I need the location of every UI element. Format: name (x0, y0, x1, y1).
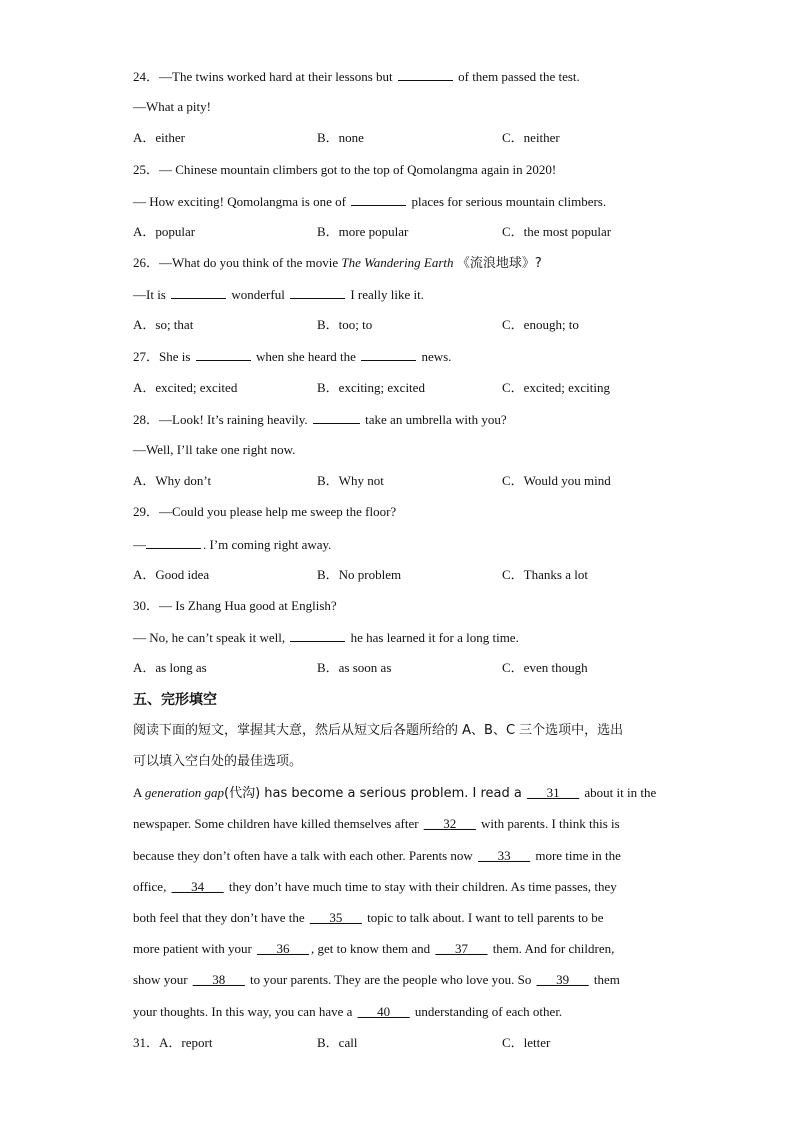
option-a: A．either (133, 130, 185, 145)
option-b: B．No problem (317, 567, 402, 582)
cloze-blank: ___34___ (171, 879, 224, 894)
cloze-blank: ___32___ (423, 816, 476, 831)
option-a: A．Why don’t (133, 473, 212, 488)
question-30: 30．— Is Zhang Hua good at English? (133, 598, 337, 613)
passage-line: both feel that they don’t have the ___35___ topic to talk about. I want to tell parents to be (133, 910, 604, 925)
option-c: C．Would you mind (502, 473, 611, 488)
question-31-option-a: 31．A．report (133, 1035, 213, 1050)
question-number: 28． (133, 412, 160, 427)
cloze-blank: ___31___ (527, 785, 580, 800)
question-number: 24． (133, 69, 160, 84)
option-b: B．call (317, 1035, 358, 1050)
section-heading: 五、完形填空 (133, 692, 217, 708)
option-a: A．so; that (133, 317, 194, 332)
term: generation gap (144, 785, 224, 800)
passage-line: more patient with your ___36___ , get to know them and ___37___ them. And for children, (133, 941, 615, 956)
answer-blank (290, 285, 345, 299)
question-26-reply: —It is wonderful I really like it. (133, 287, 424, 302)
cloze-blank: ___35___ (309, 910, 362, 925)
passage-line: your thoughts. In this way, you can have a ___40___ understanding of each other. (133, 1004, 563, 1019)
answer-blank (361, 347, 416, 361)
passage-line: newspaper. Some children have killed themselves after ___32___ with parents. I think this is (133, 816, 620, 831)
cloze-blank: ___38___ (192, 972, 245, 987)
option-b: B．none (317, 130, 364, 145)
option-b: B．Why not (317, 473, 384, 488)
option-a: A．as long as (133, 660, 207, 675)
passage-line: office, ___34___ they don’t have much time to stay with their children. As time passes, they (133, 879, 617, 894)
question-number: 27． (133, 349, 160, 364)
passage-line: A generation gap(代沟) has become a serious problem. I read a ___31___ about it in the (133, 785, 657, 801)
answer-blank (196, 347, 251, 361)
cloze-blank: ___36___ (257, 941, 310, 956)
question-26: 26．—What do you think of the movie The Wandering Earth 《流浪地球》? (133, 255, 542, 271)
question-24-reply: —What a pity! (133, 99, 211, 114)
answer-blank (398, 67, 453, 81)
question-24: 24．—The twins worked hard at their lessons but of them passed the test. (133, 69, 580, 84)
question-number: 26． (133, 255, 160, 270)
option-c: C．neither (502, 130, 560, 145)
cloze-blank: ___39___ (536, 972, 589, 987)
question-28-reply: —Well, I’ll take one right now. (133, 442, 296, 457)
option-c: C．enough; to (502, 317, 579, 332)
question-30-reply: — No, he can’t speak it well, he has learned it for a long time. (133, 630, 519, 645)
question-29-reply: — . I’m coming right away. (133, 537, 332, 552)
section-instructions: 阅读下面的短文，掌握其大意，然后从短文后各题所给的 A、B、C 三个选项中，选出 (133, 723, 624, 738)
question-25: 25．— Chinese mountain climbers got to the top of Qomolangma again in 2020! (133, 162, 557, 177)
passage-line: because they don’t often have a talk with each other. Parents now ___33___ more time in the (133, 848, 621, 863)
option-b: B．more popular (317, 224, 409, 239)
answer-blank (290, 628, 345, 642)
answer-blank (351, 192, 406, 206)
question-25-reply: — How exciting! Qomolangma is one of places for serious mountain climbers. (133, 194, 607, 209)
option-c: C．letter (502, 1035, 551, 1050)
movie-title: The Wandering Earth (341, 255, 454, 270)
option-a: A．popular (133, 224, 196, 239)
question-number: 31． (133, 1035, 160, 1050)
option-c: C．Thanks a lot (502, 567, 588, 582)
option-a: A．excited; excited (133, 380, 238, 395)
answer-blank (146, 535, 201, 549)
cloze-blank: ___40___ (357, 1004, 410, 1019)
option-a: A．Good idea (133, 567, 210, 582)
cloze-blank: ___37___ (435, 941, 488, 956)
section-instructions-cont: 可以填入空白处的最佳选项。 (133, 754, 303, 769)
option-b: B．too; to (317, 317, 373, 332)
question-29: 29．—Could you please help me sweep the floor? (133, 504, 397, 519)
option-c: C．the most popular (502, 224, 612, 239)
question-number: 30． (133, 598, 160, 613)
option-b: B．as soon as (317, 660, 392, 675)
passage-line: show your ___38___ to your parents. They are the people who love you. So ___39___ them (133, 972, 620, 987)
question-28: 28．—Look! It’s raining heavily. take an umbrella with you? (133, 412, 507, 427)
option-b: B．exciting; excited (317, 380, 425, 395)
option-c: C．excited; exciting (502, 380, 610, 395)
option-c: C．even though (502, 660, 588, 675)
question-27: 27．She is when she heard the news. (133, 349, 452, 364)
cloze-blank: ___33___ (478, 848, 531, 863)
question-number: 29． (133, 504, 160, 519)
answer-blank (313, 410, 360, 424)
question-number: 25． (133, 162, 160, 177)
answer-blank (171, 285, 226, 299)
